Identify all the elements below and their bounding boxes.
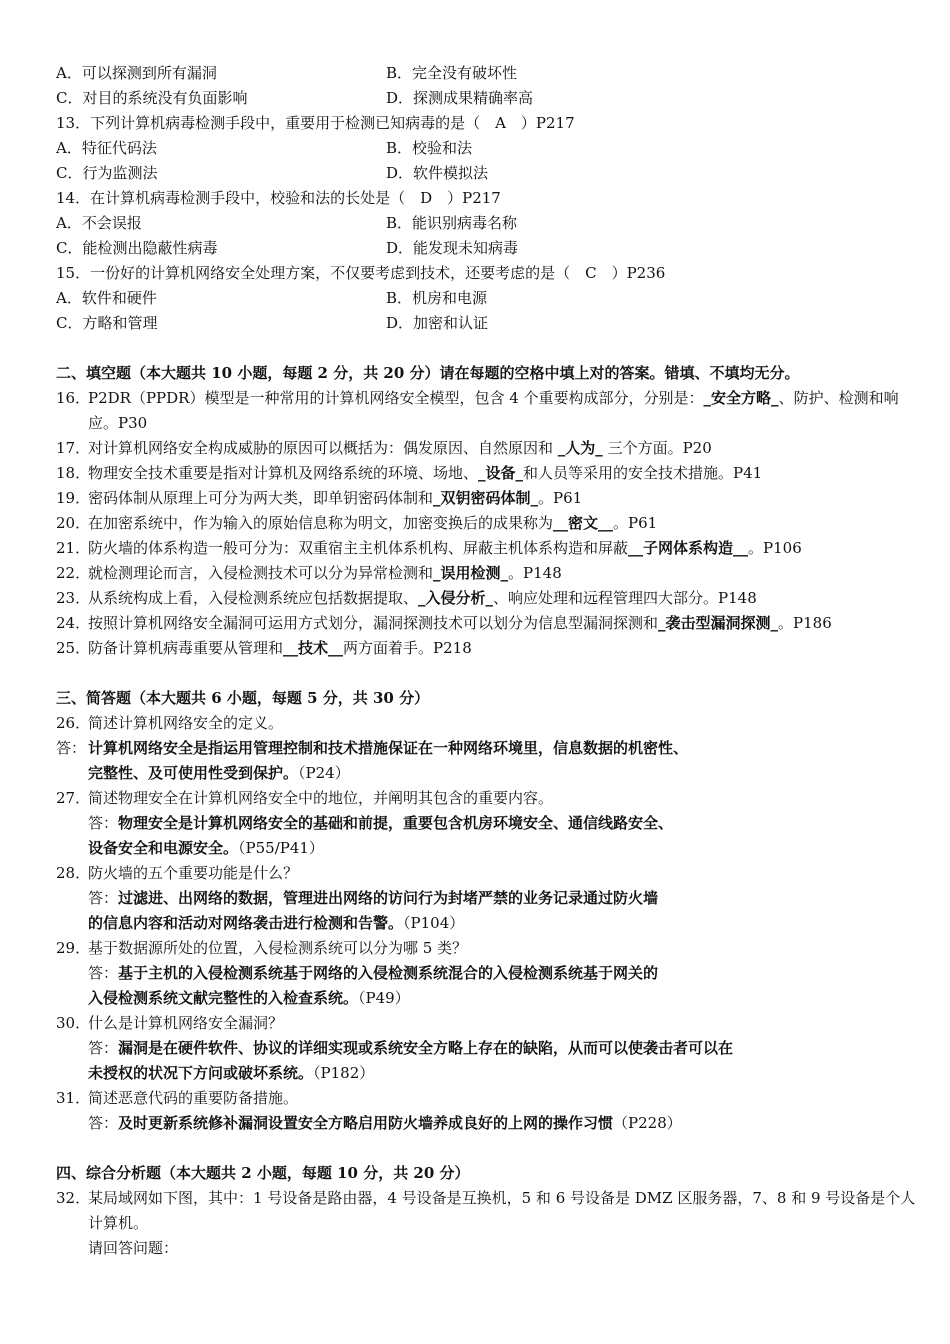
section4-title: 四、综合分析题（本大题共 2 小题，每题 10 分，共 20 分）: [56, 1164, 470, 1182]
item-answer: __密文__: [553, 514, 614, 532]
question-number: 30．: [56, 1014, 91, 1032]
answer-line-1: 及时更新系统修补漏洞设置安全方略启用防火墙养成良好的上网的操作习惯: [118, 1114, 614, 1132]
question-number: 32．: [56, 1189, 91, 1207]
fill-in-list: [56, 386, 916, 661]
q27: [56, 786, 916, 811]
spacer: [56, 336, 916, 361]
item-answer: __子网体系构造__: [628, 539, 749, 557]
item-answer: _人为_: [557, 439, 603, 457]
q14-option-b: B．能识别病毒名称: [386, 214, 518, 232]
fill-item-25: [56, 636, 916, 661]
item-text: 密码体制从原理上可分为两大类，即单钥密码体制和: [88, 489, 434, 507]
item-number: 24．: [56, 614, 91, 632]
q15-option-b: B．机房和电源: [386, 289, 488, 307]
item-number: 17．: [56, 439, 91, 457]
answer-label: 答：: [88, 889, 119, 907]
answer-line-2: 设备安全和电源安全。: [88, 839, 239, 857]
q14-options-row-2: [56, 236, 916, 261]
fill-item-23: [56, 586, 916, 611]
q29-answer: [56, 961, 916, 986]
item-number: 18．: [56, 464, 91, 482]
page-reference: （P104）: [403, 914, 465, 932]
fill-item-20: [56, 511, 916, 536]
item-text: 防火墙的体系构造一般可分为：双重宿主主机体系机构、屏蔽主机体系构造和屏蔽: [88, 539, 629, 557]
q12-options-row-2: [56, 86, 916, 111]
fill-item-18: [56, 461, 916, 486]
q28-answer: [56, 886, 916, 911]
spacer: [56, 1136, 916, 1161]
q13-stem: 13．下列计算机病毒检测手段中，重要用于检测已知病毒的是（ A ）P217: [56, 114, 575, 132]
item-number: 20．: [56, 514, 91, 532]
q31: [56, 1086, 916, 1111]
answer-line-1: 物理安全是计算机网络安全的基础和前提，重要包含机房环境安全、通信线路安全、: [118, 814, 674, 832]
item-text-end: 、防护、检测和响应。P30: [88, 389, 899, 432]
q14-option-c: C．能检测出隐蔽性病毒: [56, 239, 218, 257]
item-text: P2DR（PPDR）模型是一种常用的计算机网络安全模型，包含 4 个重要构成部分，分别是：: [88, 389, 704, 407]
item-answer: _入侵分析_: [418, 589, 494, 607]
item-answer: _双钥密码体制_: [433, 489, 539, 507]
q15-options-row-2: [56, 311, 916, 336]
answer-label: 答：: [88, 814, 119, 832]
q31-answer: [56, 1111, 916, 1136]
q29: [56, 936, 916, 961]
q32: [56, 1186, 916, 1236]
item-text-end: 三个方面。P20: [602, 439, 712, 457]
fill-item-16: [56, 386, 916, 436]
section3-title: 三、简答题（本大题共 6 小题，每题 5 分，共 30 分）: [56, 689, 430, 707]
item-text-end: 。P61: [613, 514, 658, 532]
q13-option-b: B．校验和法: [386, 139, 473, 157]
question-number: 27．: [56, 789, 91, 807]
answer-label: 答：: [88, 964, 119, 982]
answer-label: 答：: [88, 1039, 119, 1057]
fill-item-21: [56, 536, 916, 561]
answer-line-2: 的信息内容和活动对网络袭击进行检测和告警。: [88, 914, 404, 932]
item-text-end: 。P186: [778, 614, 832, 632]
page-reference: （P49）: [358, 989, 410, 1007]
fill-item-19: [56, 486, 916, 511]
answer-label: 答：: [56, 739, 87, 757]
answer-line-1: 过滤进、出网络的数据，管理进出网络的访问行为封堵严禁的业务记录通过防火墙: [118, 889, 659, 907]
fill-item-22: [56, 561, 916, 586]
item-number: 16．: [56, 389, 91, 407]
answer-line-1: 计算机网络安全是指运用管理控制和技术措施保证在一种网络环境里，信息数据的机密性、: [88, 739, 689, 757]
q14-option-a: A．不会误报: [56, 214, 142, 232]
item-text-end: 。P106: [748, 539, 802, 557]
answer-line-2: 完整性、及可使用性受到保护。: [88, 764, 299, 782]
question-text: 什么是计算机网络安全漏洞？: [88, 1014, 284, 1032]
q14-option-d: D．能发现未知病毒: [386, 239, 519, 257]
item-text-end: 和人员等采用的安全技术措施。P41: [523, 464, 763, 482]
answer-label: 答：: [88, 1114, 119, 1132]
item-text-end: 。P61: [538, 489, 583, 507]
page-reference: （P55/P41）: [238, 839, 324, 857]
q13-options-row-1: [56, 136, 916, 161]
item-text: 就检测理论而言，入侵检测技术可以分为异常检测和: [88, 564, 434, 582]
q12-option-a: A．可以探测到所有漏洞: [56, 64, 217, 82]
question-text: 简述物理安全在计算机网络安全中的地位，并阐明其包含的重要内容。: [88, 789, 554, 807]
q12-option-c: C．对目的系统没有负面影响: [56, 89, 248, 107]
item-text: 对计算机网络安全构成威胁的原因可以概括为：偶发原因、自然原因和: [88, 439, 558, 457]
page-reference: （P182）: [313, 1064, 375, 1082]
question-number: 31．: [56, 1089, 91, 1107]
exam-page: [56, 61, 916, 1261]
question-text: 基于数据源所处的位置，入侵检测系统可以分为哪 5 类？: [88, 939, 468, 957]
item-answer: _误用检测_: [433, 564, 509, 582]
answer-line-2: 未授权的状况下方问或破坏系统。: [88, 1064, 314, 1082]
q30-answer-line-2: [56, 1061, 916, 1086]
item-number: 19．: [56, 489, 91, 507]
q12-option-b: B．完全没有破坏性: [386, 64, 518, 82]
question-number: 29．: [56, 939, 91, 957]
q28-answer-line-2: [56, 911, 916, 936]
q12-option-d: D．探测成果精确率高: [386, 89, 534, 107]
question-number: 26．: [56, 714, 91, 732]
item-answer: _袭击型漏洞探测_: [658, 614, 779, 632]
spacer: [56, 661, 916, 686]
answer-line-1: 漏洞是在硬件软件、协议的详细实现或系统安全方略上存在的缺陷，从而可以使袭击者可以在: [118, 1039, 734, 1057]
item-text: 防备计算机病毒重要从管理和: [88, 639, 284, 657]
section2-title: 二、填空题（本大题共 10 小题，每题 2 分，共 20 分）请在每题的空格中填上对的答案。错填、不填均无分。: [56, 364, 800, 382]
q28: [56, 861, 916, 886]
answer-line-1: 基于主机的入侵检测系统基于网络的入侵检测系统混合的入侵检测系统基于网关的: [118, 964, 659, 982]
q13-options-row-2: [56, 161, 916, 186]
item-text: 物理安全技术重要是指对计算机及网络系统的环境、场地、: [88, 464, 479, 482]
item-number: 22．: [56, 564, 91, 582]
q26: [56, 711, 916, 736]
q15-option-d: D．加密和认证: [386, 314, 489, 332]
item-text-end: 两方面着手。P218: [343, 639, 472, 657]
q32-prompt: 请回答问题：: [88, 1239, 179, 1257]
q27-answer: [56, 811, 916, 836]
q30-answer: [56, 1036, 916, 1061]
question-text: 简述计算机网络安全的定义。: [88, 714, 284, 732]
q27-answer-line-2: [56, 836, 916, 861]
item-answer: _安全方略_: [703, 389, 779, 407]
item-number: 23．: [56, 589, 91, 607]
page-reference: （P24）: [298, 764, 350, 782]
question-text: 某局域网如下图，其中：1 号设备是路由器，4 号设备是互换机，5 和 6 号设备是 DMZ 区服务器，7、8 和 9 号设备是个人计算机。: [88, 1189, 916, 1232]
answer-line-2: 入侵检测系统文献完整性的入检查系统。: [88, 989, 359, 1007]
q15-stem: 15．一份好的计算机网络安全处理方案，不仅要考虑到技术，还要考虑的是（ C ）P236: [56, 264, 666, 282]
item-text-end: 。P148: [508, 564, 562, 582]
item-text-end: 、响应处理和远程管理四大部分。P148: [493, 589, 757, 607]
item-answer: _设备_: [478, 464, 524, 482]
q26-answer-line-2: [56, 761, 916, 786]
q12-options-row-1: [56, 61, 916, 86]
q14-stem: 14．在计算机病毒检测手段中，校验和法的长处是（ D ）P217: [56, 189, 501, 207]
item-text: 在加密系统中，作为输入的原始信息称为明文，加密变换后的成果称为: [88, 514, 554, 532]
item-answer: __技术__: [283, 639, 344, 657]
q15-option-a: A．软件和硬件: [56, 289, 157, 307]
item-text: 按照计算机网络安全漏洞可运用方式划分，漏洞探测技术可以划分为信息型漏洞探测和: [88, 614, 659, 632]
q14-options-row-1: [56, 211, 916, 236]
fill-item-17: [56, 436, 916, 461]
q29-answer-line-2: [56, 986, 916, 1011]
q13-option-a: A．特征代码法: [56, 139, 157, 157]
question-number: 28．: [56, 864, 91, 882]
q13-option-c: C．行为监测法: [56, 164, 158, 182]
fill-item-24: [56, 611, 916, 636]
q26-answer: [56, 736, 916, 761]
q13-option-d: D．软件模拟法: [386, 164, 489, 182]
page-reference: （P228）: [613, 1114, 682, 1132]
q30: [56, 1011, 916, 1036]
q15-option-c: C．方略和管理: [56, 314, 158, 332]
item-number: 25．: [56, 639, 91, 657]
q15-options-row-1: [56, 286, 916, 311]
item-text: 从系统构成上看，入侵检测系统应包括数据提取、: [88, 589, 419, 607]
item-number: 21．: [56, 539, 91, 557]
question-text: 防火墙的五个重要功能是什么？: [88, 864, 299, 882]
question-text: 简述恶意代码的重要防备措施。: [88, 1089, 299, 1107]
